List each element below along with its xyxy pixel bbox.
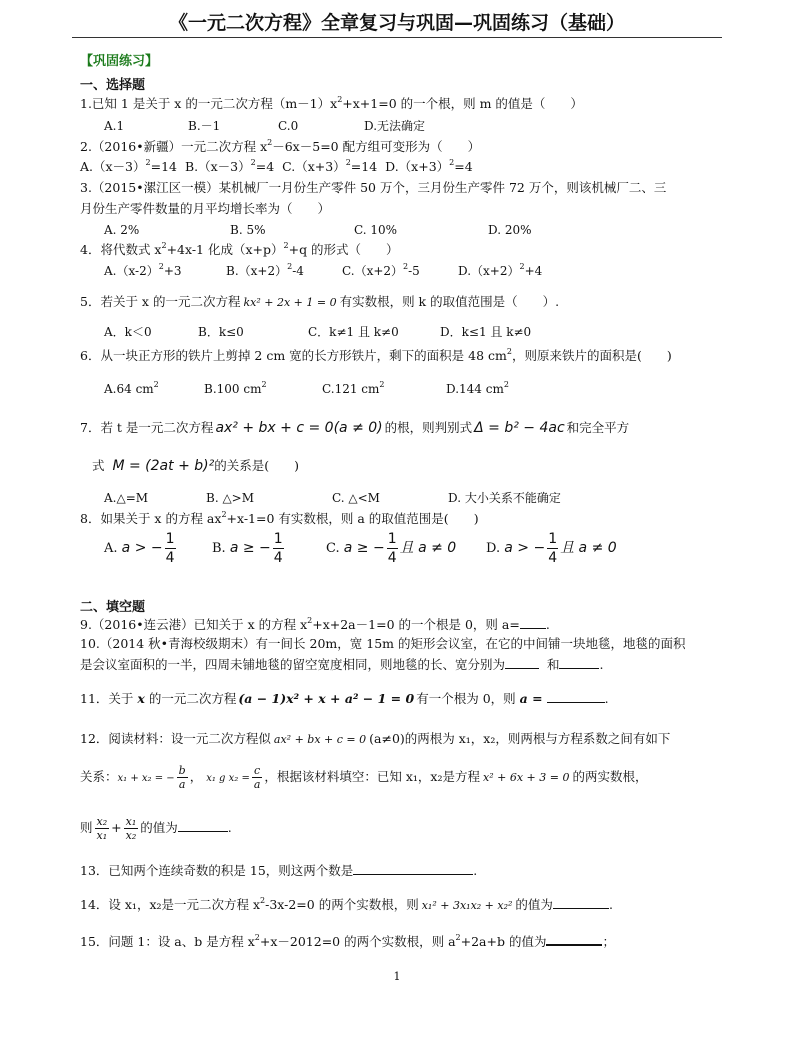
q4-option-a: $A.(x-2)^2+3$	[104, 262, 182, 278]
q3-option-a: A. 2%	[104, 223, 140, 237]
q15-answer-blank	[546, 932, 602, 946]
question-6: 6．从一块正方形的铁片上剪掉 2 cm 宽的长方形铁片，剩下的面积是 48 $cm^2$，则原来铁片的面积是( )	[80, 347, 672, 363]
question-2: 2.（2016•新疆）一元二次方程 $x^2-6x-5=0$ 配方组可变形为（ ）	[80, 138, 481, 154]
q4-option-d: $D.(x+2)^2+4$	[458, 262, 543, 278]
title-divider	[72, 37, 722, 38]
q7-option-a: A.△=M	[104, 491, 149, 505]
q9-answer-blank	[520, 616, 546, 629]
q2-options	[80, 159, 473, 175]
q7-m-expression: M = (2at + b)²	[112, 458, 215, 474]
q8-option-c: C. a ≥ − $\frac{1}{4}$ 且 a ≠ 0	[326, 531, 457, 566]
q2-option-b: $B.(x-3)^2=4$	[184, 158, 275, 174]
question-7-line1: 7．若 t 是一元二次方程 ax² + bx + c = 0(a ≠ 0) 的根，则判别式 Δ = b² − 4ac 和完全平方	[80, 420, 630, 436]
q7-discriminant: Δ = b² − 4ac	[474, 420, 565, 436]
q2-option-c: $C.(x+3)^2=14$	[282, 158, 378, 174]
q1-option-a: A.1	[104, 119, 125, 133]
question-3-line1: 3.（2015•漯江区一模）某机械厂一月份生产零件 50 万个，三月份生产零件 72 万个，则该机械厂二、三	[80, 180, 667, 195]
section-choice: 一、选择题	[80, 78, 146, 93]
q1-option-b: B.－1	[188, 119, 221, 133]
q5-option-c: C．k≠1 且 k≠0	[308, 325, 399, 339]
question-8: 8．如果关于 x 的方程 $ax^2+x-1=0$ 有实数根，则 a 的取值范围是( )	[80, 510, 479, 526]
q6-option-a: A.64 $cm^2$	[104, 380, 159, 396]
q7-option-c: C. △<M	[332, 491, 380, 505]
q14-expression: x₁² + 3x₁x₂ + x₂²	[421, 899, 513, 912]
q8-option-b: B. a ≥ − $\frac{1}{4}$	[212, 531, 283, 566]
q2-option-a: $A.(x-3)^2=14$	[80, 158, 177, 174]
question-1: 1.已知 1 是关于 x 的一元二次方程$(m-1)x^2+x+1=0$ 的一个根，则 m 的值是（ ）	[80, 95, 583, 111]
q11-equation: (a − 1)x² + x + a² − 1 = 0	[238, 691, 415, 706]
q3-option-d: D. 20%	[488, 223, 532, 237]
question-10-line1: 10.（2014 秋•青海校级期末）有一间长 20m，宽 15m 的矩形会议室，在它的中间铺一块地毯，地毯的面积	[80, 636, 686, 651]
question-11: 11．关于 x 的一元二次方程 (a − 1)x² + x + a² − 1 = 0 有一个根为 0，则 a = .	[80, 691, 609, 706]
q2-option-d: $D.(x+3)^2=4$	[385, 158, 473, 174]
q5-equation: kx² + 2x + 1 = 0	[243, 296, 337, 309]
question-9: 9.（2016•连云港）已知关于 x 的方程 $x^2+x+2a-1=0$ 的一个根是 0，则 a= .	[80, 616, 550, 632]
q12-answer-blank	[178, 819, 228, 832]
q11-answer-blank	[547, 690, 605, 703]
q14-answer-blank	[553, 896, 609, 909]
q4-option-c: $C.(x+2)^2-5$	[342, 262, 420, 278]
q3-option-c: C. 10%	[354, 223, 398, 237]
q1-option-c: C.0	[278, 119, 299, 133]
question-13: 13．已知两个连续奇数的积是 15，则这两个数是 .	[80, 863, 478, 878]
q7-option-d: D. 大小关系不能确定	[448, 491, 561, 505]
exercise-tag: 【巩固练习】	[80, 54, 159, 69]
question-3-line2: 月份生产零件数量的月平均增长率为（ ）	[80, 201, 331, 216]
q5-option-b: B．k≤0	[198, 325, 244, 339]
q5-option-a: A．k＜0	[104, 325, 152, 339]
question-12-line2: 关系：x₁ + x₂ = − $\frac{b}{a}$ ， x₁ g x₂ = $\frac{c}{a}$ ，根据该材料填空：已知 x₁，x₂是方程 x² + 6x + 3 = 0 的两实数根，	[80, 764, 648, 791]
question-15: 15．问题 1：设 a、b 是方程 $x^2+x-2012=0$ 的两个实数根，则 $a^2+2a+b$ 的值为 ；	[80, 933, 615, 949]
question-10-line2: 是会议室面积的一半，四周未铺地毯的留空宽度相同，则地毯的长、宽分别为 和 .	[80, 657, 604, 672]
q6-option-b: B.100 $cm^2$	[204, 380, 267, 396]
q4-option-b: $B.(x+2)^2-4$	[226, 262, 304, 278]
q8-option-d: D. a > − $\frac{1}{4}$ 且 a ≠ 0	[486, 531, 617, 566]
q13-answer-blank	[353, 862, 473, 875]
q7-equation: ax² + bx + c = 0(a ≠ 0)	[215, 420, 383, 436]
q7-option-b: B. △>M	[206, 491, 255, 505]
question-4: 4．将代数式 $x^2+4x-1$ 化成$(x+p)^2+q$ 的形式（ ）	[80, 241, 399, 257]
page-title: 《一元二次方程》全章复习与巩固—巩固练习（基础）	[168, 12, 625, 34]
question-14: 14．设 x₁，x₂是一元二次方程 $x^2-3x-2=0$ 的两个实数根，则 x₁² + 3x₁x₂ + x₂² 的值为 .	[80, 896, 613, 912]
q3-option-b: B. 5%	[230, 223, 266, 237]
q1-option-d: D.无法确定	[364, 119, 426, 133]
question-12-line3: 则 $\frac{\text{x₂}}{\text{x₁}}$ + $\frac{\text{x₁}}{\text{x₂}}$ 的值为 .	[80, 815, 232, 842]
q6-option-c: C.121 $cm^2$	[322, 380, 385, 396]
q8-option-a: A. a > − $\frac{1}{4}$	[104, 531, 175, 566]
q6-option-d: D.144 $cm^2$	[446, 380, 509, 396]
question-5: 5．若关于 x 的一元二次方程 kx² + 2x + 1 = 0 有实数根，则 k 的取值范围是（ ）.	[80, 294, 560, 309]
q10-width-blank	[559, 656, 599, 669]
question-12-line1: 12．阅读材料：设一元二次方程似 ax² + bx + c = 0 (a≠0)的两根为 x₁，x₂，则两根与方程系数之间有如下	[80, 731, 671, 746]
q12-equation: ax² + bx + c = 0	[273, 733, 367, 746]
page-number: 1	[393, 970, 401, 983]
q5-option-d: D．k≤1 且 k≠0	[440, 325, 532, 339]
question-7-line2: 式 M = (2at + b)²的关系是( )	[92, 458, 299, 474]
q10-length-blank	[505, 656, 539, 669]
section-fill: 二、填空题	[80, 600, 146, 615]
